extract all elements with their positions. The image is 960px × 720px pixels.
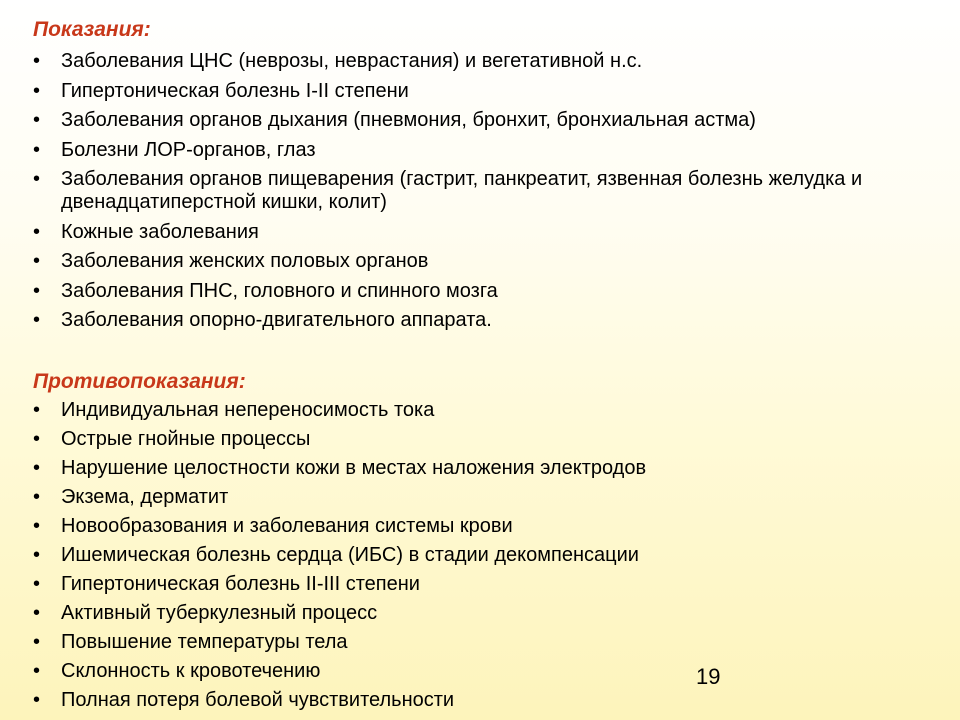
list-item-text: Ишемическая болезнь сердца (ИБС) в стадии декомпенсации [61, 544, 639, 566]
list-item [33, 309, 933, 332]
bullet-icon: • [33, 660, 41, 682]
list-item [33, 573, 933, 596]
list-item [33, 221, 933, 244]
list-item-text: Кожные заболевания [61, 220, 259, 243]
bullet-icon: • [33, 109, 41, 131]
bullet-icon: • [33, 689, 41, 711]
list-item [33, 109, 933, 132]
bullet-icon: • [33, 631, 41, 653]
list-item-text: Полная потеря болевой чувствительности [61, 689, 455, 711]
list-item [33, 168, 933, 214]
list-item [33, 602, 933, 625]
list-item [33, 689, 933, 712]
list-item-text: Повышение температуры тела [61, 631, 348, 653]
list-item-text: Болезни ЛОР-органов, глаз [61, 138, 316, 161]
list-item [33, 50, 933, 73]
list-item-text: Нарушение целостности кожи в местах наложения электродов [61, 457, 647, 479]
list-item-text: Гипертоническая болезнь II-III степени [61, 573, 420, 595]
list-item [33, 660, 933, 683]
list-item-text: Заболевания опорно-двигательного аппарата. [61, 309, 492, 331]
list-item [33, 428, 933, 451]
bullet-icon: • [33, 544, 41, 566]
list-item [33, 457, 933, 480]
bullet-icon: • [33, 250, 41, 272]
bullet-icon: • [33, 79, 41, 102]
bullet-icon: • [33, 457, 41, 479]
list-item-text: Экзема, дерматит [61, 486, 229, 508]
contraindications-heading: Противопоказания: [33, 370, 246, 393]
list-item-text: Индивидуальная непереносимость тока [61, 399, 435, 421]
bullet-icon: • [33, 309, 41, 331]
list-item [33, 250, 933, 273]
bullet-icon: • [33, 138, 41, 161]
list-item [33, 631, 933, 654]
list-item [33, 139, 933, 162]
bullet-icon: • [33, 168, 41, 190]
bullet-icon: • [33, 602, 41, 624]
list-item [33, 486, 933, 509]
bullet-icon: • [33, 515, 41, 537]
list-item-text: Новообразования и заболевания системы крови [61, 515, 513, 537]
list-item [33, 399, 933, 422]
list-item-text: Гипертоническая болезнь I-II степени [61, 79, 409, 102]
list-item-text: Активный туберкулезный процесс [61, 602, 378, 624]
bullet-icon: • [33, 220, 41, 243]
list-item-text: Заболевания органов пищеварения (гастрит, панкреатит, язвенная болезнь желудка и двенадцатиперстной кишки, колит) [61, 168, 863, 213]
list-item-text: Заболевания ПНС, головного и спинного мозга [61, 279, 498, 302]
indications-list [33, 50, 933, 339]
list-item [33, 80, 933, 103]
bullet-icon: • [33, 279, 41, 302]
bullet-icon: • [33, 399, 41, 421]
list-item-text: Острые гнойные процессы [61, 428, 311, 450]
indications-heading: Показания: [33, 18, 151, 41]
list-item-text: Заболевания органов дыхания (пневмония, бронхит, бронхиальная астма) [61, 109, 756, 131]
bullet-icon: • [33, 428, 41, 450]
list-item [33, 544, 933, 567]
list-item-text: Заболевания ЦНС (неврозы, неврастания) и вегетативной н.с. [61, 50, 643, 72]
list-item [33, 515, 933, 538]
bullet-icon: • [33, 50, 41, 72]
page-number: 19 [696, 664, 721, 689]
contraindications-list [33, 399, 933, 718]
list-item-text: Заболевания женских половых органов [61, 250, 429, 272]
list-item-text: Склонность к кровотечению [61, 660, 321, 682]
bullet-icon: • [33, 573, 41, 595]
bullet-icon: • [33, 486, 41, 508]
list-item [33, 280, 933, 303]
